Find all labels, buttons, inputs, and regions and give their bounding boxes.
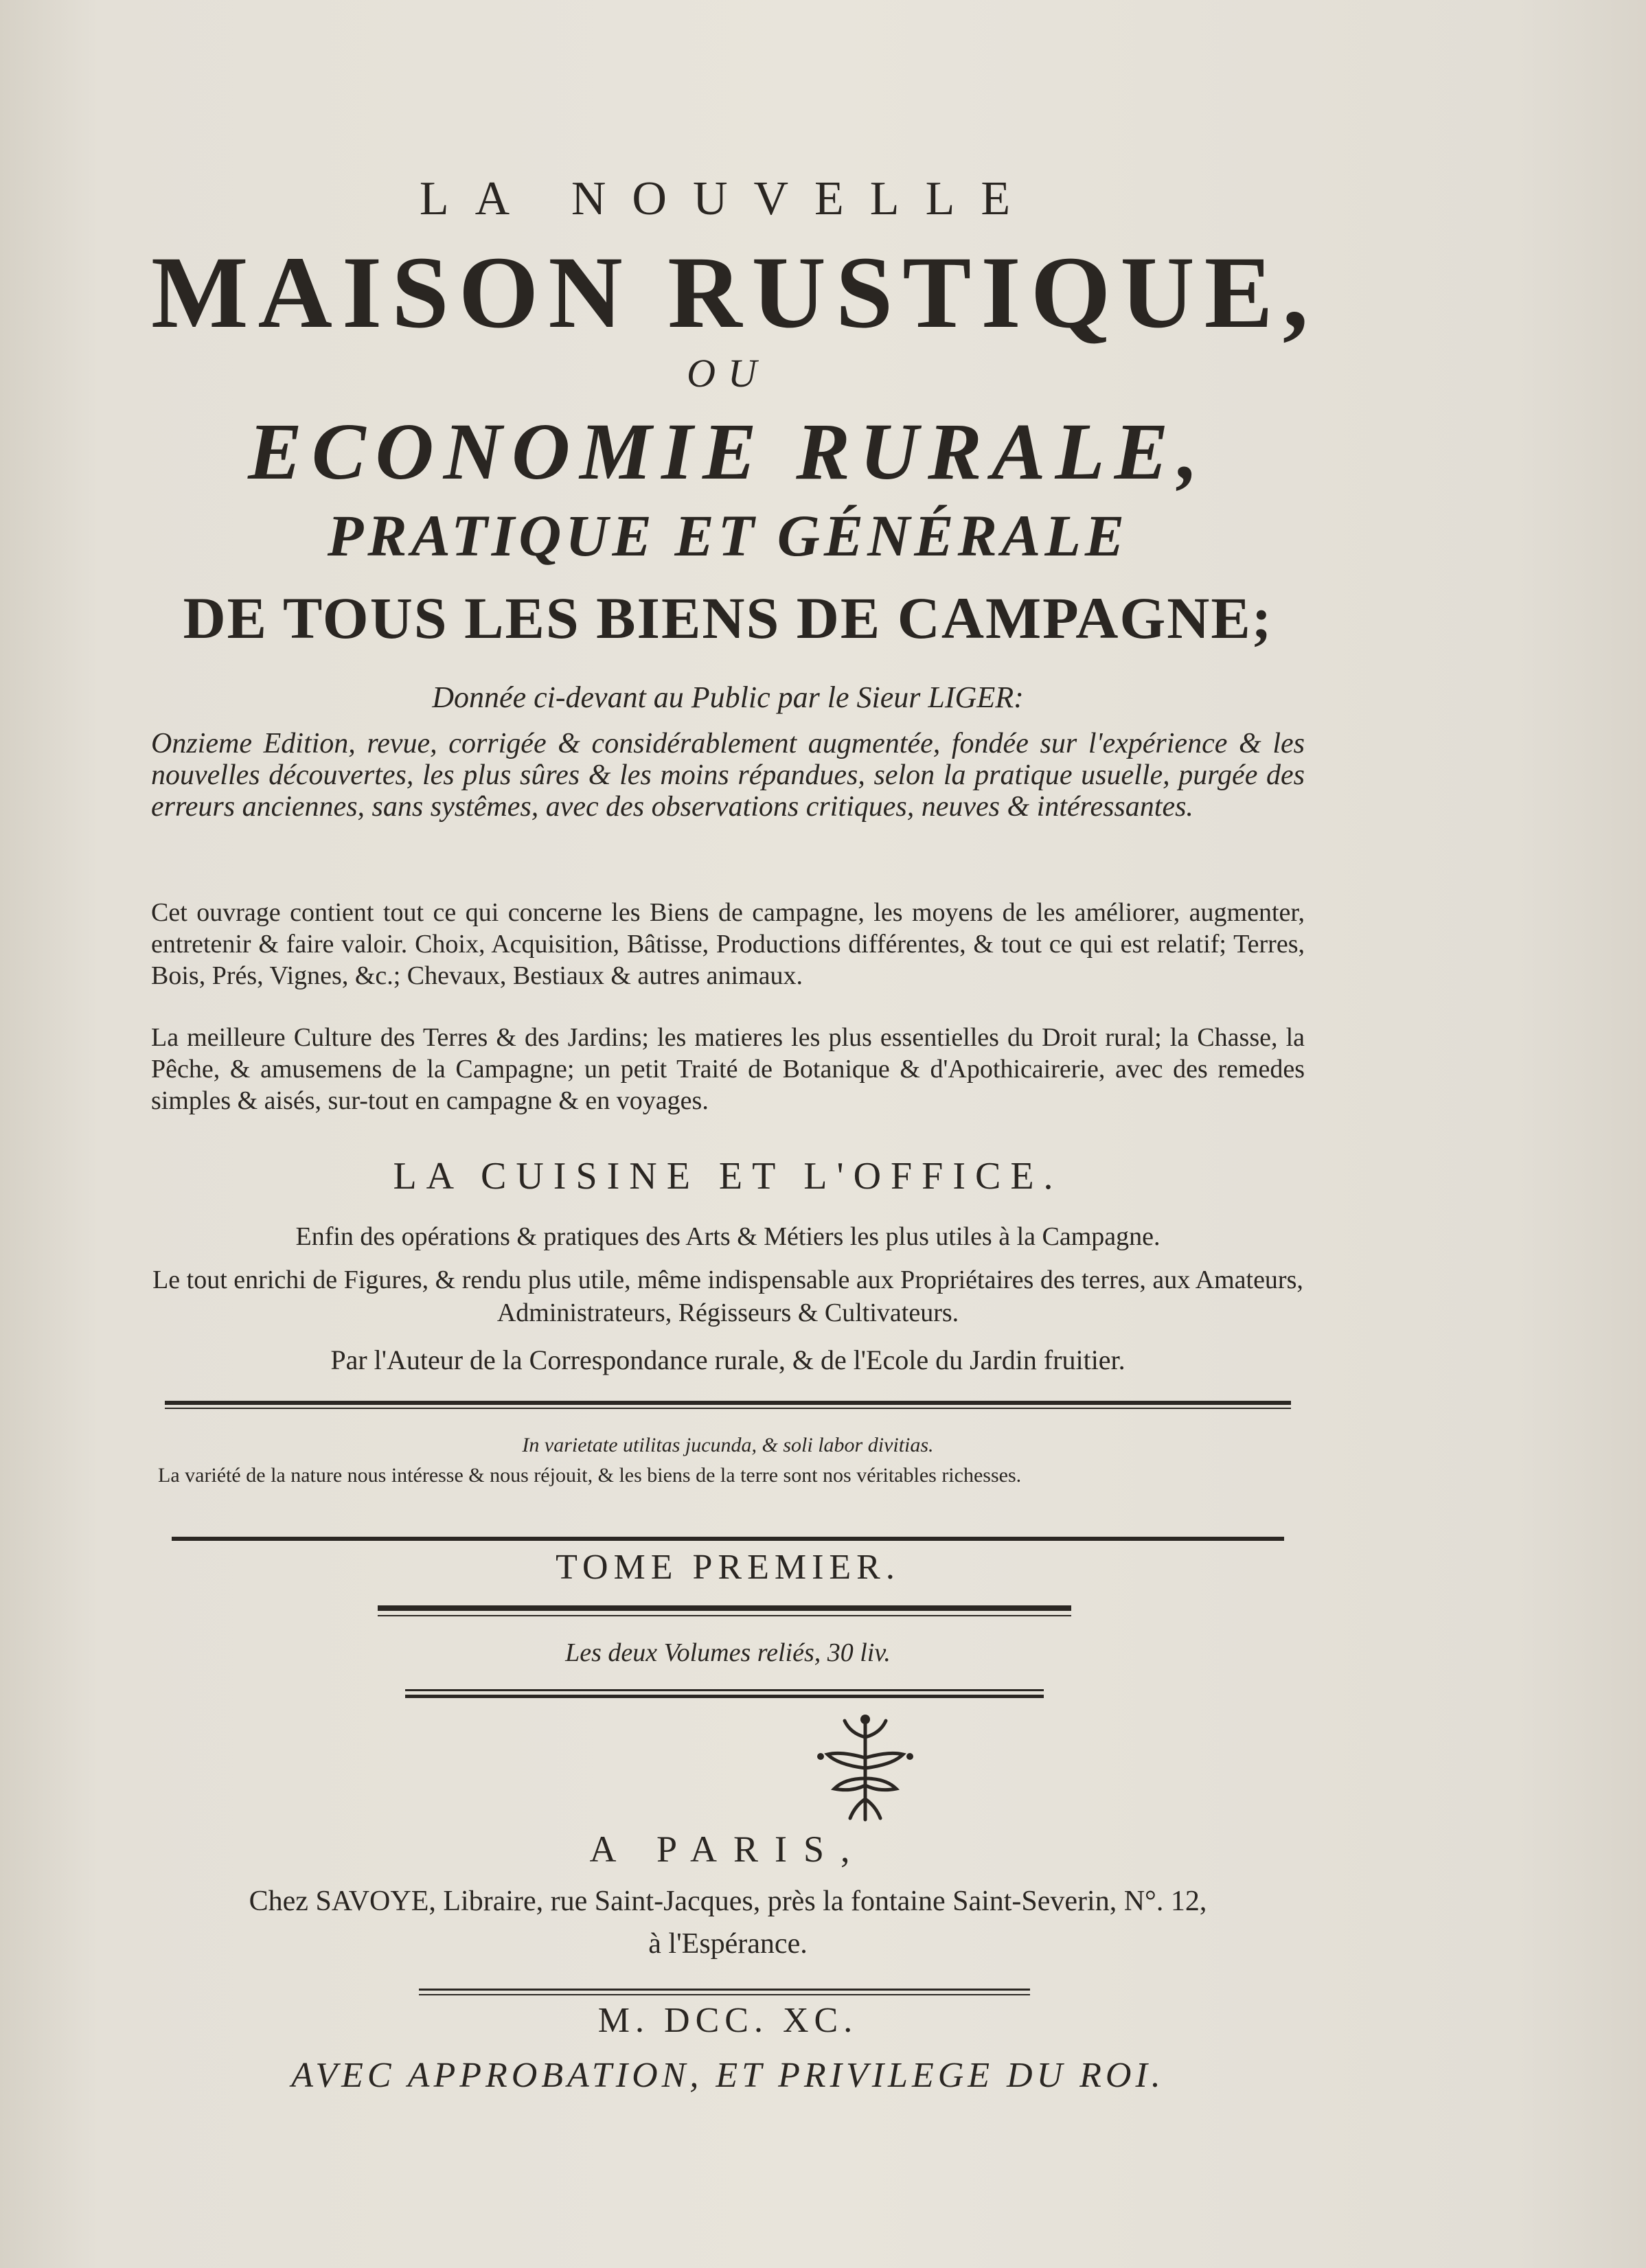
imprint-city: A PARIS, [589, 1829, 867, 1870]
divider-rule-5b [419, 1994, 1030, 1995]
author-line: Donnée ci-devant au Public par le Sieur LIGER: [432, 680, 1024, 714]
divider-rule-4b [405, 1695, 1044, 1698]
divider-rule-3b [378, 1615, 1071, 1616]
motto-french: La variété de la nature nous intéresse & nous réjouit, & les biens de la terre sont nos véritables richesses. [158, 1464, 1022, 1487]
divider-rule-3 [378, 1605, 1071, 1611]
title-ou: OU [687, 351, 769, 396]
divider-rule-1b [165, 1408, 1291, 1409]
tout-paragraph: Le tout enrichi de Figures, & rendu plus utile, même indispensable aux Propriétaires des terres, aux Amateurs, Administrateurs, Régisseurs & Cultivateurs. [152, 1265, 1303, 1327]
edition-paragraph: Onzieme Edition, revue, corrigée & considérablement augmentée, fondée sur l'expérience & les nouvelles découvertes, les plus sûres & les moins répandues, selon la pratique usuelle, purgée des erreurs anciennes, sans systêmes, avec des observations critiques, neuves & intéressantes. [151, 728, 1305, 823]
subtitle-economie: ECONOMIE RURALE, [248, 406, 1208, 496]
divider-rule-1 [165, 1401, 1291, 1405]
imprint-publisher: Chez SAVOYE, Libraire, rue Saint-Jacques, près la fontaine Saint-Severin, N°. 12, [249, 1886, 1207, 1917]
fleuron-icon [807, 1710, 924, 1826]
subtitle-pratique: PRATIQUE ET GÉNÉRALE [327, 503, 1129, 569]
divider-rule-2 [172, 1537, 1284, 1541]
main-title: MAISON RUSTIQUE, [151, 236, 1318, 350]
divider-rule-5 [419, 1989, 1030, 1991]
enfin-line: Enfin des opérations & pratiques des Arts & Métiers les plus utiles à la Campagne. [295, 1222, 1161, 1251]
cuisine-heading: LA CUISINE ET L'OFFICE. [393, 1155, 1063, 1198]
tome-heading: TOME PREMIER. [556, 1548, 900, 1587]
divider-rule-4 [405, 1689, 1044, 1691]
contents-paragraph-1: Cet ouvrage contient tout ce qui concerne les Biens de campagne, les moyens de les améliorer, augmenter, entretenir & faire valoir. Choix, Acquisition, Bâtisse, Productions différentes, & tout ce qui est relatif; Terres, Bois, Prés, Vignes, &c.; Chevaux, Bestiaux & autres animaux. [151, 898, 1305, 990]
motto-latin: In varietate utilitas jucunda, & soli labor divitias. [522, 1434, 934, 1456]
title-line-1: LA NOUVELLE [419, 172, 1037, 225]
subtitle-biens: DE TOUS LES BIENS DE CAMPAGNE; [183, 585, 1273, 651]
imprint-date: M. DCC. XC. [597, 2001, 858, 2040]
privilege-line: AVEC APPROBATION, ET PRIVILEGE DU ROI. [291, 2056, 1165, 2095]
contents-paragraph-2: La meilleure Culture des Terres & des Jardins; les matieres les plus essentielles du Droit rural; la Chasse, la Pêche, & amusemens de la Campagne; un petit Traité de Botanique & d'Apothicairerie, avec des remedes simples & aisés, sur-tout en campagne & en voyages. [151, 1023, 1305, 1115]
imprint-sign: à l'Espérance. [648, 1928, 808, 1960]
price-line: Les deux Volumes reliés, 30 liv. [565, 1638, 891, 1667]
auteur-line: Par l'Auteur de la Correspondance rurale, & de l'Ecole du Jardin fruitier. [330, 1344, 1125, 1375]
